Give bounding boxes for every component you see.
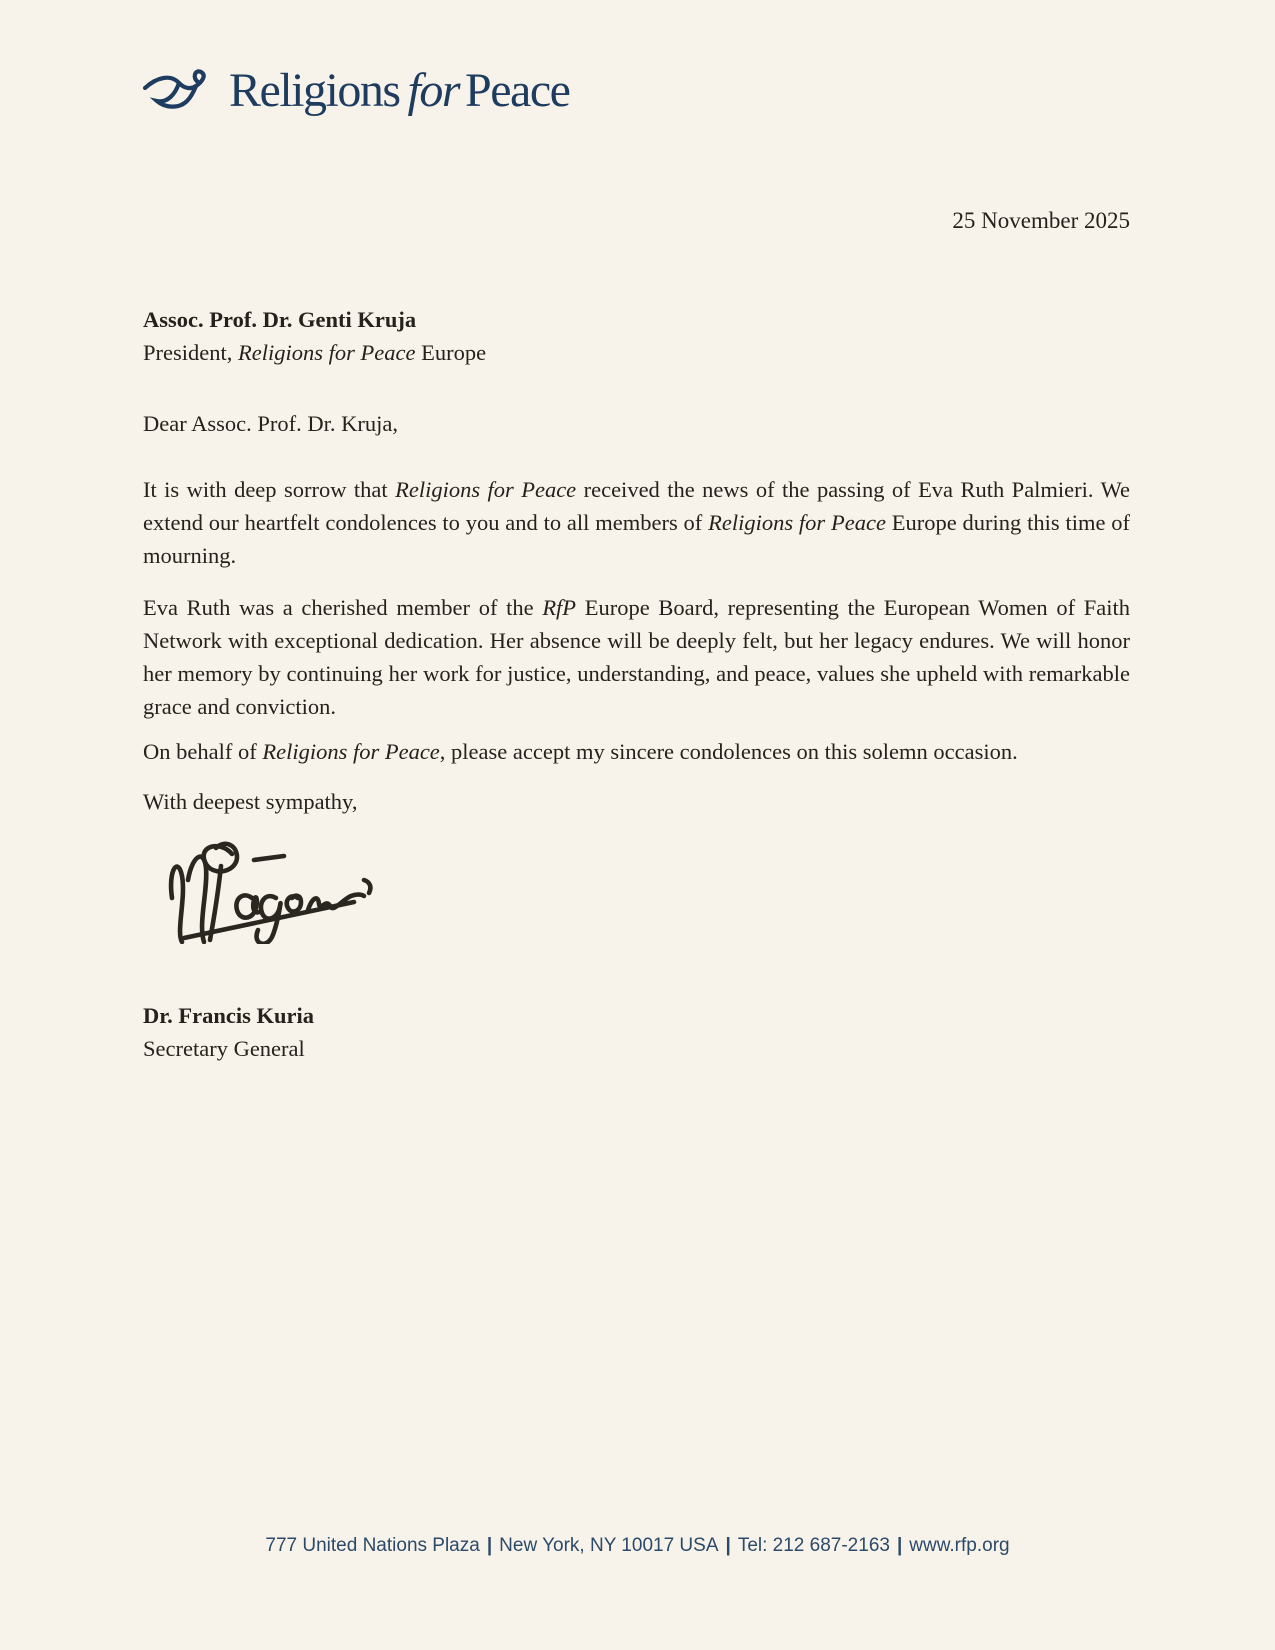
paragraph-2 bbox=[143, 591, 1130, 723]
signer-block bbox=[143, 999, 1130, 1065]
paragraph-3 bbox=[143, 735, 1130, 768]
p3-run3: , please accept my sincere condolences on this solemn occasion. bbox=[439, 739, 1018, 764]
recipient-title-org: Religions for Peace bbox=[238, 340, 416, 365]
handwritten-signature bbox=[158, 836, 376, 944]
recipient-title-suffix: Europe bbox=[415, 340, 487, 365]
p1-run1: It is with deep sorrow that bbox=[143, 477, 396, 502]
p2-run1: Eva Ruth was a cherished member of the bbox=[143, 595, 543, 620]
p1-run2-org: Religions for Peace bbox=[395, 477, 577, 502]
footer-city: New York, NY 10017 USA bbox=[499, 1535, 719, 1556]
recipient-title bbox=[143, 336, 1130, 369]
p2-run2-org: RfP bbox=[542, 595, 577, 620]
dove-swoosh-icon bbox=[143, 64, 215, 116]
p1-run5: Europe during this time of mourning. bbox=[143, 510, 1130, 568]
p1-run3: received the news of the passing of Eva Ruth Palmieri. We extend our heartfelt condolences to you and to all members of bbox=[143, 477, 1130, 535]
letter-footer bbox=[0, 1533, 1275, 1559]
signer-title: Secretary General bbox=[143, 1036, 305, 1061]
logo-wordmark bbox=[229, 65, 569, 115]
p3-run2-org: Religions for Peace bbox=[262, 739, 440, 764]
paragraph-1 bbox=[143, 473, 1130, 572]
footer-separator: | bbox=[896, 1535, 903, 1556]
recipient-block bbox=[143, 303, 1130, 369]
p3-run1: On behalf of bbox=[143, 739, 263, 764]
logo-word-religions: Religions bbox=[229, 64, 400, 117]
letter-date: 25 November 2025 bbox=[952, 208, 1130, 233]
signer-name: Dr. Francis Kuria bbox=[143, 1003, 315, 1028]
recipient-name: Assoc. Prof. Dr. Genti Kruja bbox=[143, 307, 417, 332]
footer-website: www.rfp.org bbox=[909, 1535, 1010, 1556]
footer-address: 777 United Nations Plaza bbox=[265, 1535, 480, 1556]
footer-separator: | bbox=[486, 1535, 493, 1556]
p1-run4-org: Religions for Peace bbox=[708, 510, 886, 535]
logo bbox=[143, 64, 569, 116]
closing: With deepest sympathy, bbox=[143, 789, 358, 814]
logo-word-for: for bbox=[407, 64, 460, 117]
footer-tel: Tel: 212 687-2163 bbox=[737, 1535, 890, 1556]
footer-separator: | bbox=[725, 1535, 731, 1556]
salutation: Dear Assoc. Prof. Dr. Kruja, bbox=[143, 411, 398, 436]
p2-run3: Europe Board, representing the European Women of Faith Network with exceptional dedication. Her absence will be deeply felt, but her legacy endures. We will honor her memory by continuing her work for justice, understanding, and peace, values she upheld with remarkable grace and conviction. bbox=[143, 595, 1130, 719]
logo-word-peace: Peace bbox=[465, 64, 570, 117]
recipient-title-prefix: President, bbox=[143, 340, 238, 365]
